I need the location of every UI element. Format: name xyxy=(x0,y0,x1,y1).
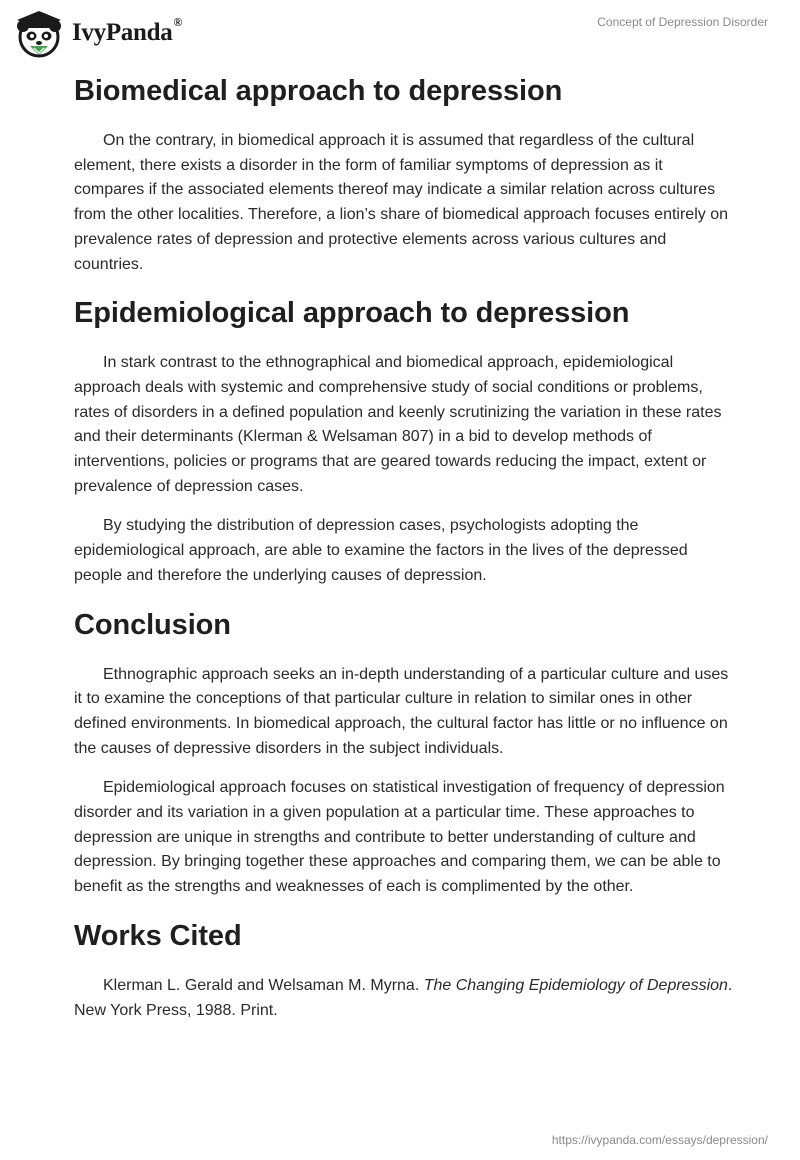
paragraph-conclusion-1: Ethnographic approach seeks an in-depth understanding of a particular culture and uses it to examine the conceptions of that particular culture in relation to similar ones in other defined environments. In biomedical approach, the cultural factor has little or no influence on the causes of depressive disorders in the subject individuals. xyxy=(74,665,729,757)
citation-title: The Changing Epidemiology of Depression xyxy=(423,976,728,994)
citation-entry xyxy=(74,974,734,1023)
paragraph-epidemiological-1: In stark contrast to the ethnographical and biomedical approach, epidemiological approach deals with systemic and comprehensive study of social conditions or problems, rates of disorders in a defined population and keenly scrutinizing the variation in these rates and their determinants (Klerman & Welsaman 807) in a bid to develop methods of interventions, policies or programs that are geared towards reducing the impact, extent or prevalence of depression cases. xyxy=(74,354,722,495)
paragraph-epidemiological-2: By studying the distribution of depression cases, psychologists adopting the epidemiological approach, are able to examine the factors in the lives of the depressed people and therefore the underlying causes of depression. xyxy=(74,517,688,584)
brand-name: IvyPanda® xyxy=(72,15,183,46)
document-title: Concept of Depression Disorder xyxy=(597,15,768,29)
heading-conclusion: Conclusion xyxy=(74,608,231,641)
essay-content xyxy=(74,73,734,1023)
brand-logo[interactable] xyxy=(14,8,182,58)
heading-epidemiological: Epidemiological approach to depression xyxy=(74,297,630,330)
panda-logo-icon xyxy=(14,8,64,58)
paragraph-conclusion-2: Epidemiological approach focuses on statistical investigation of frequency of depression disorder and its variation in a given population at a particular time. These approaches to depression are unique in strengths and contribute to better understanding of culture and depression. By bringing together these approaches and comparing them, we can be able to benefit as the strengths and weaknesses of each is complimented by the other. xyxy=(74,779,725,896)
citation-publisher: . New York Press, 1988. Print. xyxy=(74,976,733,1019)
heading-biomedical: Biomedical approach to depression xyxy=(74,75,563,107)
registered-mark: ® xyxy=(173,15,183,29)
paragraph-biomedical-1: On the contrary, in biomedical approach it is assumed that regardless of the cultural element, there exists a disorder in the form of familiar symptoms of depression as it compares if the associated elements thereof may indicate a similar relation across cultures from the other localities. Therefore, a lion’s share of biomedical approach focuses entirely on prevalence rates of depression and protective elements across various cultures and countries. xyxy=(74,132,728,273)
page-header xyxy=(0,0,800,70)
citation-authors: Klerman L. Gerald and Welsaman M. Myrna. xyxy=(103,976,420,994)
heading-works-cited: Works Cited xyxy=(74,919,242,952)
source-url[interactable]: https://ivypanda.com/essays/depression/ xyxy=(551,1133,768,1147)
